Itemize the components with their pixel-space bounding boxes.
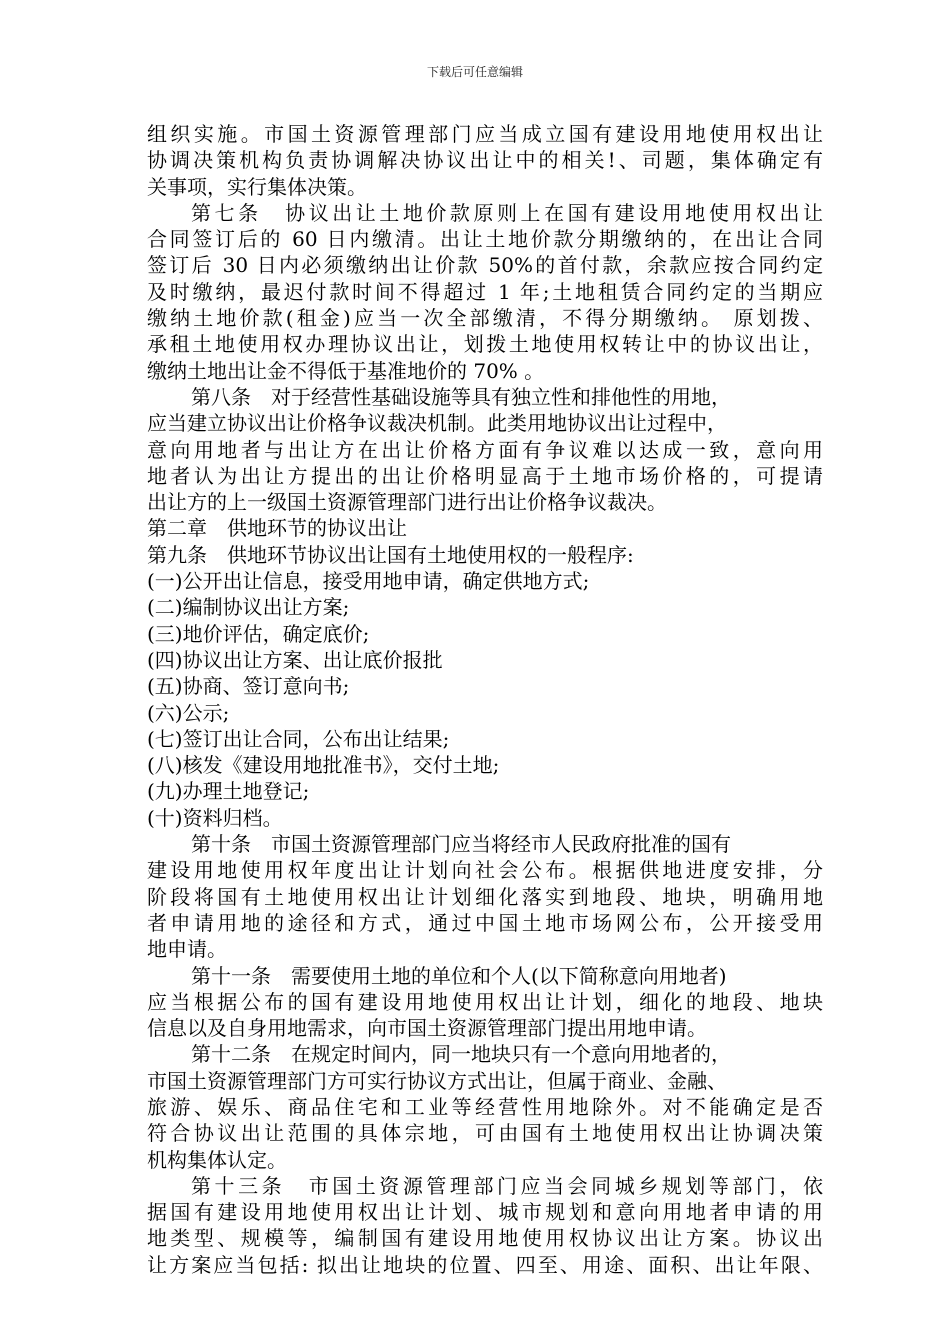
text-line: 第十二条 在规定时间内，同一地块只有一个意向用地者的， xyxy=(191,1042,731,1067)
text-line: (五)协商、签订意向书; xyxy=(147,674,350,699)
text-line: 让方案应当包括: 拟出让地块的位置、四至、用途、面积、出让年限、 xyxy=(147,1252,823,1277)
text-line: (六)公示; xyxy=(147,700,230,725)
text-line: 建设用地使用权年度出让计划向社会公布。根据供地进度安排，分 xyxy=(147,858,823,883)
text-line: 阶段将国有土地使用权出让计划细化落实到地段、地块，明确用地 xyxy=(147,884,823,909)
text-line: (十)资料归档。 xyxy=(147,805,283,830)
text-line: 缴纳土地价款(租金)应当一次全部缴清，不得分期缴纳。 原划拨、 xyxy=(147,306,823,331)
text-line: 旅游、娱乐、商品住宅和工业等经营性用地除外。对不能确定是否 xyxy=(147,1094,823,1119)
text-line: (八)核发《建设用地批准书》，交付土地; xyxy=(147,753,500,778)
text-line: 关事项，实行集体决策。 xyxy=(147,174,367,199)
text-line: (九)办理土地登记; xyxy=(147,779,310,804)
text-line: (三)地价评估，确定底价; xyxy=(147,621,370,646)
text-line: 承租土地使用权办理协议出让，划拨土地使用权转让中的协议出让， xyxy=(147,332,823,357)
text-line: 及时缴纳，最迟付款时间不得超过 1 年;土地租赁合同约定的当期应 xyxy=(147,279,823,304)
text-line: 符合协议出让范围的具体宗地，可由国有土地使用权出让协调决策 xyxy=(147,1121,823,1146)
text-line: 第十一条 需要使用土地的单位和个人(以下简称意向用地者) xyxy=(191,963,727,988)
text-line: 协调决策机构负责协调解决协议出让中的相关!、司题，集体确定有 xyxy=(147,148,823,173)
text-line: 市国土资源管理部门方可实行协议方式出让，但属于商业、金融、 xyxy=(147,1068,727,1093)
text-line: 地申请。 xyxy=(147,937,227,962)
text-line: 合同签订后的 60 日内缴清。出让土地价款分期缴纳的，在出让合同 xyxy=(147,227,823,252)
text-line: 地者认为出让方提出的出让价格明显高于土地市场价格的，可提请 xyxy=(147,463,823,488)
page-header-note: 下载后可任意编辑 xyxy=(426,65,523,79)
text-line: (一)公开出让信息，接受用地申请，确定供地方式; xyxy=(147,569,590,594)
text-line: 意向用地者与出让方在出让价格方面有争议难以达成一致，意向用 xyxy=(147,437,823,462)
text-line: 第十条 市国土资源管理部门应当将经市人民政府批准的国有 xyxy=(191,832,731,857)
text-line: 应当根据公布的国有建设用地使用权出让计划，细化的地段、地块 xyxy=(147,989,823,1014)
text-line: (七)签订出让合同，公布出让结果; xyxy=(147,726,450,751)
text-line: 者申请用地的途径和方式，通过中国土地市场网公布，公开接受用 xyxy=(147,910,823,935)
text-line: 信息以及自身用地需求，向市国土资源管理部门提出用地申请。 xyxy=(147,1016,707,1041)
text-line: (四)协议出让方案、出让底价报批 xyxy=(147,647,443,672)
text-line: 第九条 供地环节协议出让国有土地使用权的一般程序: xyxy=(147,542,634,567)
text-line: 应当建立协议出让价格争议裁决机制。此类用地协议出让过程中， xyxy=(147,411,727,436)
document-body xyxy=(147,121,823,1278)
text-line: 出让方的上一级国土资源管理部门进行出让价格争议裁决。 xyxy=(147,490,667,515)
text-line: 据国有建设用地使用权出让计划、城市规划和意向用地者申请的用 xyxy=(147,1200,823,1225)
text-line: 组织实施。市国土资源管理部门应当成立国有建设用地使用权出让 xyxy=(147,122,823,146)
text-line: 签订后 30 日内必须缴纳出让价款 50%的首付款，余款应按合同约定 xyxy=(147,253,823,278)
text-line: 机构集体认定。 xyxy=(147,1147,287,1172)
text-line: 第二章 供地环节的协议出让 xyxy=(147,516,407,541)
text-line: 第七条 协议出让土地价款原则上在国有建设用地使用权出让 xyxy=(191,200,823,225)
text-line: 地类型、规模等，编制国有建设用地使用权协议出让方案。协议出 xyxy=(147,1226,823,1251)
text-line: (二)编制协议出让方案; xyxy=(147,595,350,620)
text-line: 第八条 对于经营性基础设施等具有独立性和排他性的用地， xyxy=(191,384,731,409)
text-line: 第十三条 市国土资源管理部门应当会同城乡规划等部门，依 xyxy=(191,1173,823,1198)
text-line: 缴纳土地出让金不得低于基准地价的 70% 。 xyxy=(147,358,545,383)
